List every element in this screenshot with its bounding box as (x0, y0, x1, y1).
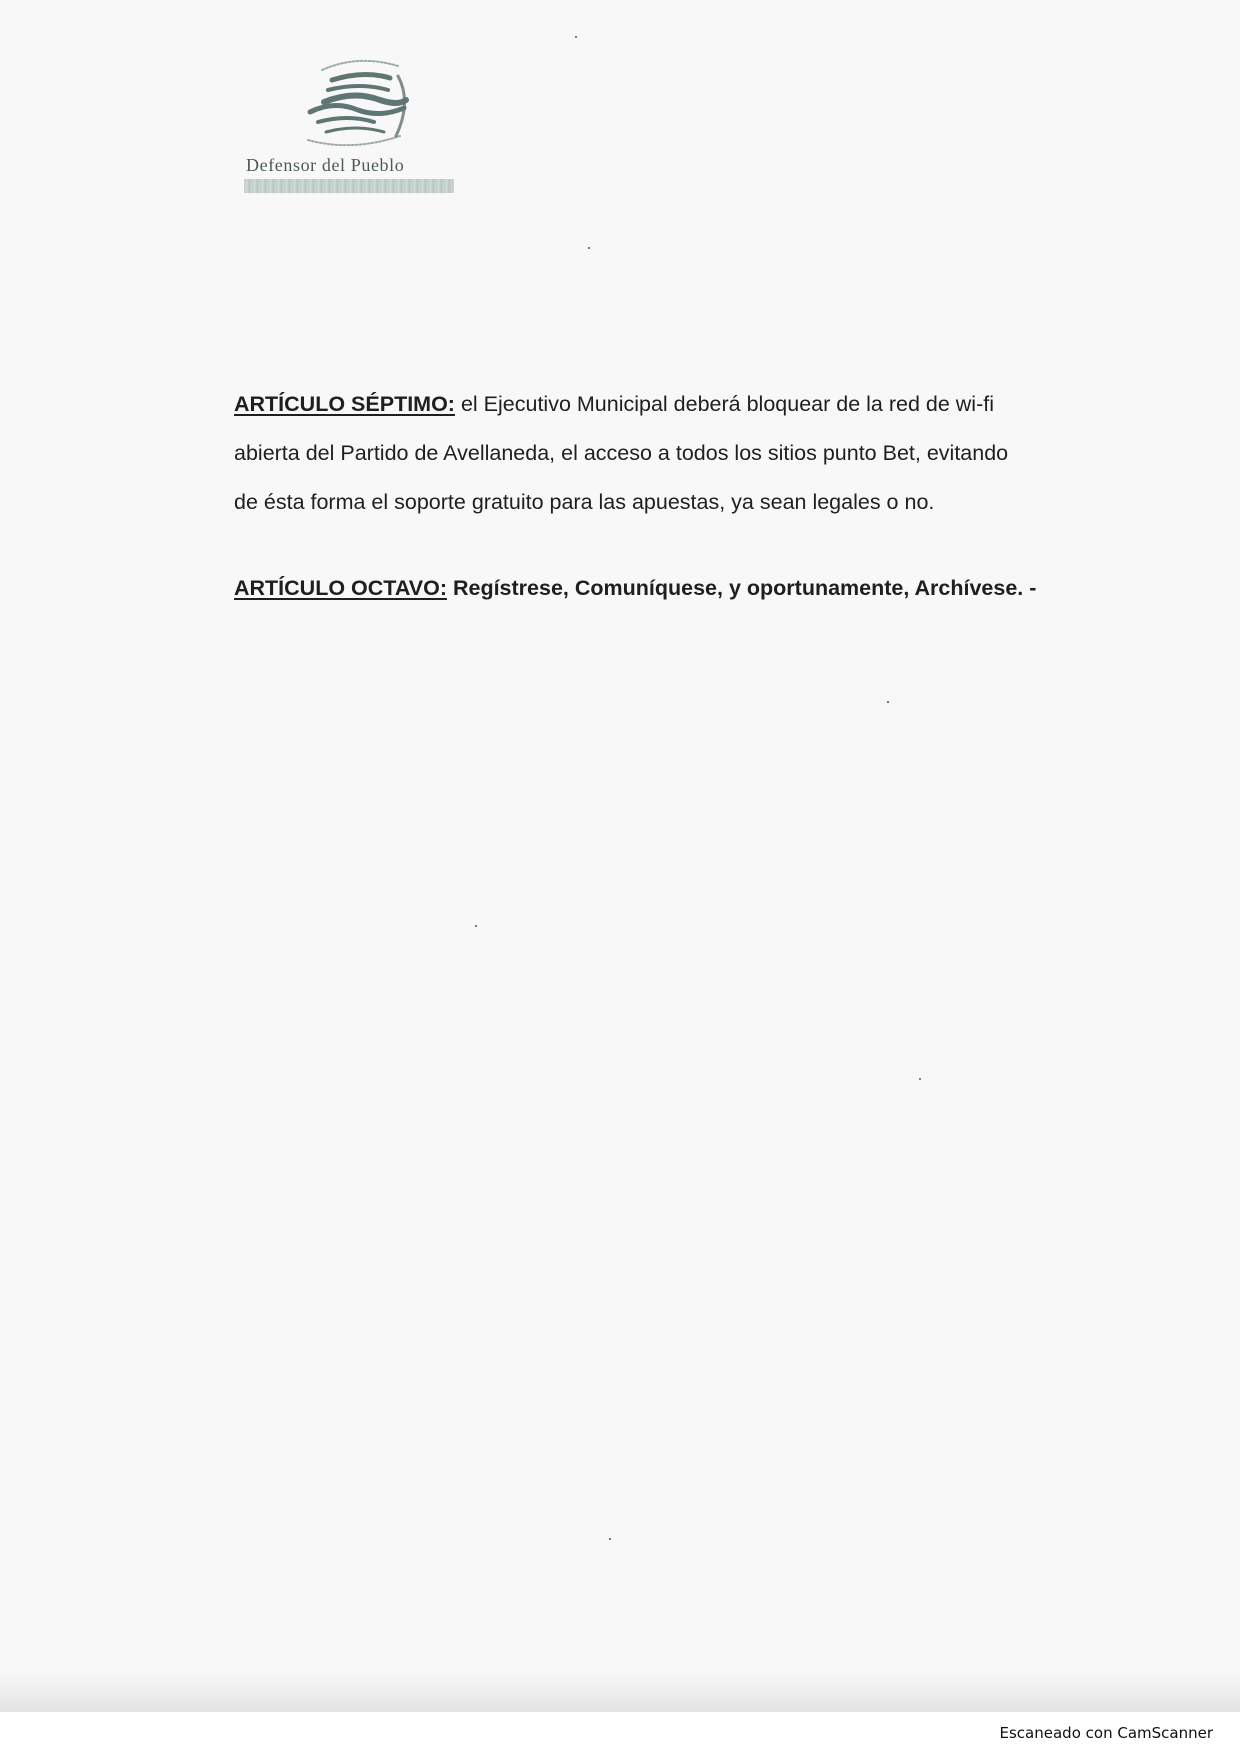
article-text: Regístrese, Comuníquese, y oportunamente, Archívese. - (452, 576, 1037, 600)
article-line (234, 380, 1164, 429)
logo-subtitle-band (244, 179, 454, 193)
scan-speck (475, 925, 477, 927)
article-heading: ARTÍCULO SÉPTIMO: (234, 392, 455, 416)
scan-speck (588, 247, 590, 249)
article-line (234, 564, 1164, 613)
page-bottom-shadow (0, 1672, 1240, 1712)
article-heading: ARTÍCULO OCTAVO: (234, 576, 447, 600)
scan-speck (887, 701, 889, 703)
article-line: abierta del Partido de Avellaneda, el acceso a todos los sitios punto Bet, evitando (234, 441, 1009, 465)
scanner-watermark: Escaneado con CamScanner (999, 1724, 1213, 1742)
article-seventh (234, 380, 1164, 527)
scan-speck (609, 1538, 611, 1540)
scanner-footer (0, 1712, 1240, 1755)
scan-speck (919, 1078, 921, 1080)
article-eighth (234, 564, 1164, 613)
article-line: de ésta forma el soporte gratuito para las apuestas, ya sean legales o no. (234, 490, 935, 514)
institution-name: Defensor del Pueblo (246, 155, 405, 175)
institution-logo (238, 52, 468, 202)
scan-speck (575, 36, 577, 38)
article-text: el Ejecutivo Municipal deberá bloquear de la red de wi-fi (460, 392, 994, 416)
ombudsman-emblem-icon (288, 52, 418, 160)
